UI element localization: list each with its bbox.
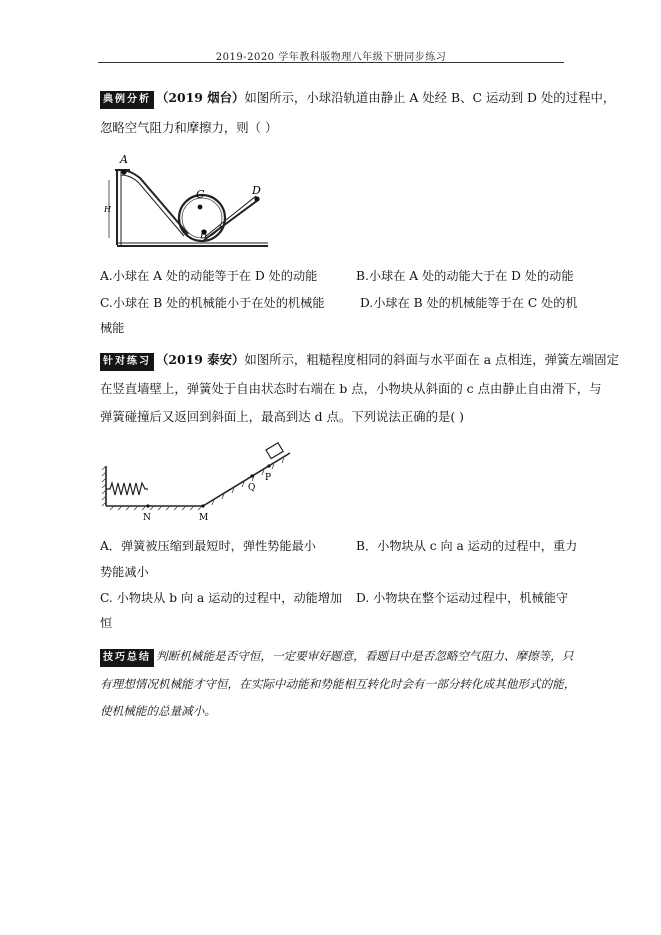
tip-line-3: 使机械能的总量减小。 xyxy=(100,704,216,718)
track-figure xyxy=(100,150,275,250)
q1-option-a: A.小球在 A 处的动能等于在 D 处的动能 xyxy=(100,269,318,283)
label-c: C xyxy=(196,188,205,201)
q2-option-c: C. 小物块从 b 向 a 运动的过程中，动能增加 xyxy=(100,591,343,605)
q1-option-d: D.小球在 B 处的机械能等于在 C 处的机 xyxy=(360,296,578,310)
q2-option-d-cont: 恒 xyxy=(100,616,113,630)
q1-line-2: 忽略空气阻力和摩擦力，则（ ） xyxy=(100,120,278,135)
q2-option-d: D. 小物块在整个运动过程中，机械能守 xyxy=(356,591,569,605)
label-b: B xyxy=(200,230,208,241)
label-d: D xyxy=(252,184,261,197)
q2-line-2: 在竖直墙壁上，弹簧处于自由状态时右端在 b 点，小物块从斜面的 c 点由静止自由滑下，与 xyxy=(100,381,602,396)
q1-text-1: 如图所示，小球沿轨道由静止 A 处经 B、C 运动到 D 处的过程中， xyxy=(244,90,616,105)
technique-summary-tag: 技巧总结 xyxy=(100,649,154,667)
label-p: P xyxy=(265,473,272,483)
q2-text-1: 如图所示，粗糙程度相同的斜面与水平面在 a 点相连，弹簧左端固定 xyxy=(244,352,619,367)
q1-option-d-cont: 械能 xyxy=(100,321,125,335)
label-n: N xyxy=(143,513,151,523)
incline-spring-figure xyxy=(100,438,300,523)
q1-line-1 xyxy=(100,90,615,109)
q2-source: （2019 泰安） xyxy=(156,352,245,367)
label-q: Q xyxy=(248,483,256,493)
label-m: M xyxy=(199,513,209,523)
q2-line-3: 弹簧碰撞后又返回到斜面上，最高到达 d 点。下列说法正确的是( ) xyxy=(100,409,464,424)
q2-option-a-cont: 势能减小 xyxy=(100,565,149,579)
tip-line-2: 有理想情况机械能才守恒，在实际中动能和势能相互转化时会有一部分转化成其他形式的能， xyxy=(100,677,576,691)
practice-tag: 针对练习 xyxy=(100,353,154,371)
q1-option-b: B.小球在 A 处的动能大于在 D 处的动能 xyxy=(356,269,574,283)
label-a: A xyxy=(120,153,128,166)
example-analysis-tag: 典例分析 xyxy=(100,91,154,109)
q2-line-1 xyxy=(100,352,619,371)
page-header: 2019-2020 学年教科版物理八年级下册同步练习 xyxy=(215,52,447,63)
tip-text-1: 判断机械能是否守恒，一定要审好题意，看题目中是否忽略空气阻力、摩擦等，只 xyxy=(156,649,574,663)
q1-option-c: C.小球在 B 处的机械能小于在处的机械能 xyxy=(100,296,325,310)
q1-source: （2019 烟台） xyxy=(156,90,245,105)
q2-option-b: B．小物块从 c 向 a 运动的过程中，重力 xyxy=(356,539,578,553)
q2-option-a: A．弹簧被压缩到最短时，弹性势能最小 xyxy=(100,539,316,553)
header-divider xyxy=(98,62,564,63)
label-h: H xyxy=(104,205,111,214)
tip-line-1 xyxy=(100,648,573,667)
